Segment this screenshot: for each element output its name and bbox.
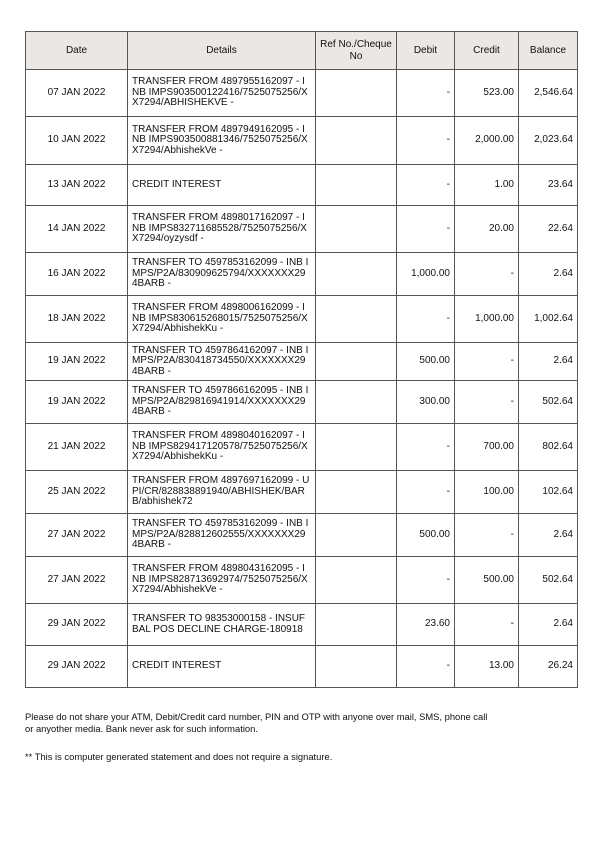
row-date: 16 JAN 2022 <box>26 253 128 296</box>
row-date: 21 JAN 2022 <box>26 424 128 471</box>
row-ref-no <box>316 514 397 557</box>
row-date: 13 JAN 2022 <box>26 165 128 206</box>
row-details: TRANSFER FROM 4897949162095 - INB IMPS903500881346/7525075256/XX7294/AbhishekVe - <box>128 117 316 165</box>
row-details: TRANSFER FROM 4898006162099 - INB IMPS830615268015/7525075256/XX7294/AbhishekKu - <box>128 296 316 343</box>
header-date: Date <box>26 32 128 70</box>
row-ref-no <box>316 296 397 343</box>
row-credit: - <box>455 343 519 381</box>
row-debit: 500.00 <box>397 514 455 557</box>
header-credit: Credit <box>455 32 519 70</box>
header-ref-no: Ref No./Cheque No <box>316 32 397 70</box>
row-debit: - <box>397 471 455 514</box>
table-row <box>26 165 578 206</box>
row-ref-no <box>316 165 397 206</box>
row-balance: 22.64 <box>519 206 578 253</box>
row-credit: 523.00 <box>455 70 519 117</box>
row-date: 25 JAN 2022 <box>26 471 128 514</box>
row-date: 14 JAN 2022 <box>26 206 128 253</box>
row-details: TRANSFER TO 4597853162099 - INB IMPS/P2A/828812602555/XXXXXXX294BARB - <box>128 514 316 557</box>
row-balance: 802.64 <box>519 424 578 471</box>
table-row <box>26 206 578 253</box>
row-date: 19 JAN 2022 <box>26 343 128 381</box>
table-row <box>26 557 578 604</box>
row-details: TRANSFER TO 98353000158 - INSUF BAL POS DECLINE CHARGE-180918 <box>128 604 316 646</box>
row-balance: 2.64 <box>519 514 578 557</box>
row-details: TRANSFER FROM 4897955162097 - INB IMPS903500122416/7525075256/XX7294/ABHISHEKVE - <box>128 70 316 117</box>
row-balance: 502.64 <box>519 381 578 424</box>
row-ref-no <box>316 424 397 471</box>
table-row <box>26 471 578 514</box>
row-debit: - <box>397 117 455 165</box>
row-ref-no <box>316 253 397 296</box>
row-credit: 100.00 <box>455 471 519 514</box>
table-row <box>26 343 578 381</box>
table-row <box>26 514 578 557</box>
row-ref-no <box>316 343 397 381</box>
row-date: 29 JAN 2022 <box>26 604 128 646</box>
table-header-row <box>26 32 578 70</box>
row-credit: - <box>455 604 519 646</box>
row-credit: 1.00 <box>455 165 519 206</box>
row-date: 19 JAN 2022 <box>26 381 128 424</box>
row-debit: - <box>397 70 455 117</box>
row-balance: 2.64 <box>519 343 578 381</box>
row-details: TRANSFER TO 4597853162099 - INB IMPS/P2A/830909625794/XXXXXXX294BARB - <box>128 253 316 296</box>
row-balance: 1,002.64 <box>519 296 578 343</box>
row-date: 07 JAN 2022 <box>26 70 128 117</box>
row-details: TRANSFER FROM 4897697162099 - UPI/CR/828838891940/ABHISHEK/BARB/abhishek72 <box>128 471 316 514</box>
row-balance: 102.64 <box>519 471 578 514</box>
row-balance: 2.64 <box>519 253 578 296</box>
table-row <box>26 381 578 424</box>
row-ref-no <box>316 117 397 165</box>
row-ref-no <box>316 471 397 514</box>
row-credit: 13.00 <box>455 646 519 688</box>
table-row <box>26 604 578 646</box>
row-credit: - <box>455 514 519 557</box>
row-balance: 23.64 <box>519 165 578 206</box>
header-debit: Debit <box>397 32 455 70</box>
row-balance: 2,023.64 <box>519 117 578 165</box>
row-ref-no <box>316 557 397 604</box>
row-balance: 2,546.64 <box>519 70 578 117</box>
table-row <box>26 296 578 343</box>
row-details: CREDIT INTEREST <box>128 165 316 206</box>
row-debit: - <box>397 206 455 253</box>
row-credit: 2,000.00 <box>455 117 519 165</box>
table-body <box>26 70 578 688</box>
row-debit: - <box>397 165 455 206</box>
row-balance: 2.64 <box>519 604 578 646</box>
row-credit: 500.00 <box>455 557 519 604</box>
security-notice: Please do not share your ATM, Debit/Credit card number, PIN and OTP with anyone over mail, SMS, phone call or anyother media. Bank never ask for such information. <box>25 711 488 734</box>
row-date: 27 JAN 2022 <box>26 514 128 557</box>
row-ref-no <box>316 646 397 688</box>
row-date: 29 JAN 2022 <box>26 646 128 688</box>
row-credit: - <box>455 381 519 424</box>
row-debit: - <box>397 646 455 688</box>
row-credit: 1,000.00 <box>455 296 519 343</box>
row-date: 10 JAN 2022 <box>26 117 128 165</box>
row-debit: 300.00 <box>397 381 455 424</box>
header-details: Details <box>128 32 316 70</box>
row-details: TRANSFER TO 4597866162095 - INB IMPS/P2A/829816941914/XXXXXXX294BARB - <box>128 381 316 424</box>
row-ref-no <box>316 381 397 424</box>
row-credit: - <box>455 253 519 296</box>
disclaimer-note: ** This is computer generated statement and does not require a signature. <box>25 751 333 762</box>
row-credit: 20.00 <box>455 206 519 253</box>
row-balance: 26.24 <box>519 646 578 688</box>
row-debit: 23.60 <box>397 604 455 646</box>
row-date: 27 JAN 2022 <box>26 557 128 604</box>
table-row <box>26 253 578 296</box>
row-details: TRANSFER FROM 4898017162097 - INB IMPS832711685528/7525075256/XX7294/oyzysdf - <box>128 206 316 253</box>
row-details: TRANSFER TO 4597864162097 - INB IMPS/P2A/830418734550/XXXXXXX294BARB - <box>128 343 316 381</box>
row-credit: 700.00 <box>455 424 519 471</box>
row-debit: - <box>397 557 455 604</box>
row-date: 18 JAN 2022 <box>26 296 128 343</box>
row-debit: - <box>397 424 455 471</box>
table-row <box>26 117 578 165</box>
header-balance: Balance <box>519 32 578 70</box>
table-row <box>26 70 578 117</box>
row-balance: 502.64 <box>519 557 578 604</box>
row-debit: 1,000.00 <box>397 253 455 296</box>
row-details: TRANSFER FROM 4898040162097 - INB IMPS829417120578/7525075256/XX7294/AbhishekKu - <box>128 424 316 471</box>
row-details: TRANSFER FROM 4898043162095 - INB IMPS828713692974/7525075256/XX7294/AbhishekVe - <box>128 557 316 604</box>
row-debit: 500.00 <box>397 343 455 381</box>
table-row <box>26 646 578 688</box>
row-ref-no <box>316 70 397 117</box>
row-ref-no <box>316 206 397 253</box>
table-row <box>26 424 578 471</box>
statement-table <box>25 31 578 688</box>
row-details: CREDIT INTEREST <box>128 646 316 688</box>
row-debit: - <box>397 296 455 343</box>
row-ref-no <box>316 604 397 646</box>
